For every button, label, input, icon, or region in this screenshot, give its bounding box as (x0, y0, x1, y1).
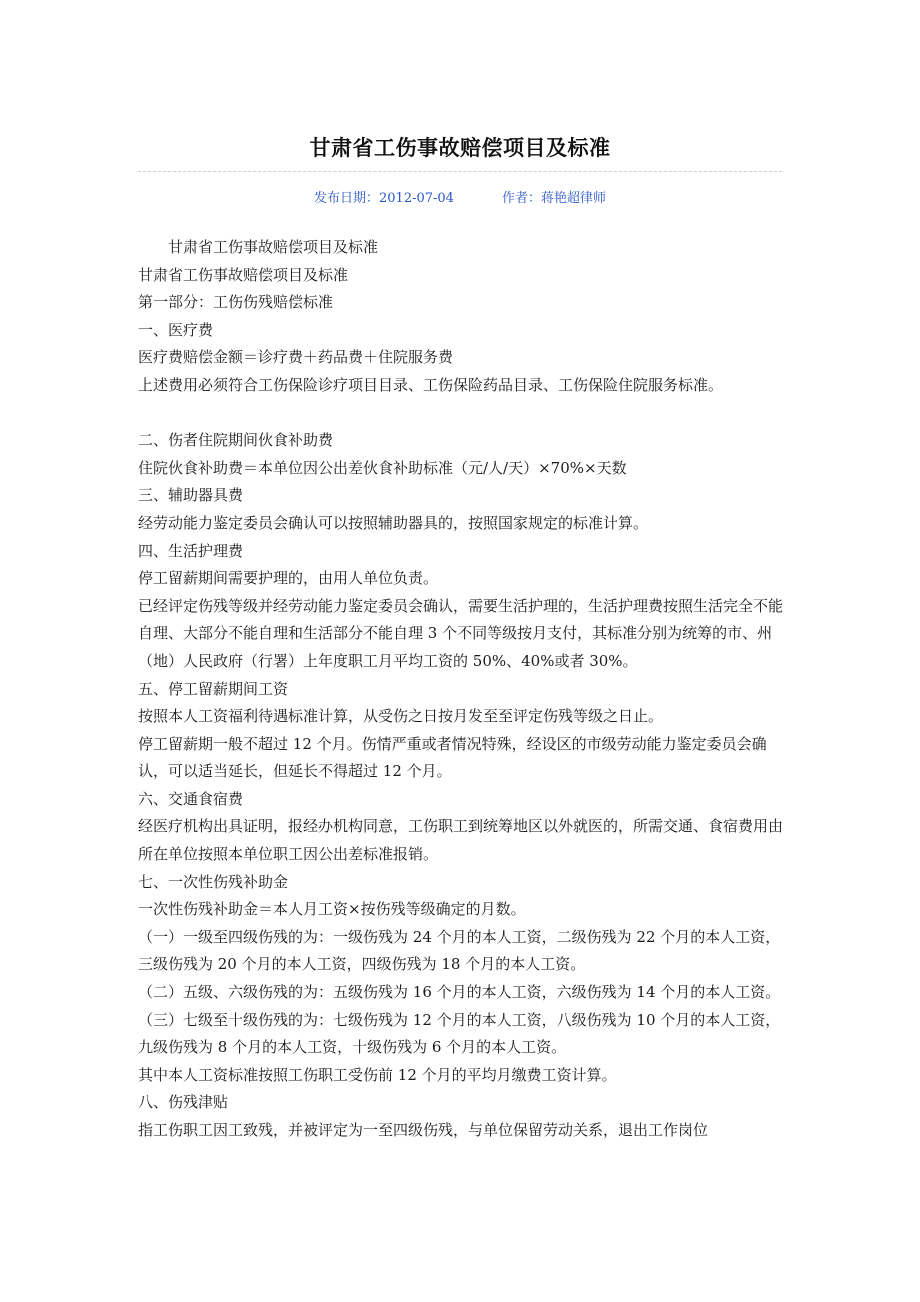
paragraph: 停工留薪期一般不超过 12 个月。伤情严重或者情况特殊，经设区的市级劳动能力鉴定委员会确认，可以适当延长，但延长不得超过 12 个月。 (138, 734, 767, 781)
paragraph: 按照本人工资福利待遇标准计算，从受伤之日按月发至至评定伤残等级之日止。 (138, 707, 664, 726)
publish-date: 发布日期：2012-07-04 (314, 191, 454, 206)
article-meta (0, 187, 920, 206)
paragraph: 其中本人工资标准按照工伤职工受伤前 12 个月的平均月缴费工资计算。 (138, 1065, 617, 1084)
section-heading: 一、医疗费 (138, 320, 214, 339)
paragraph: 停工留薪期间需要护理的，由用人单位负责。 (138, 569, 439, 588)
paragraph: （二）五级、六级伤残的为：五级伤残为 16 个月的本人工资，六级伤残为 14 个月的本人工资。 (138, 983, 781, 1002)
section-heading: 八、伤残津贴 (138, 1093, 229, 1112)
section-heading: 第一部分：工伤伤残赔偿标准 (138, 293, 334, 312)
paragraph: 已经评定伤残等级并经劳动能力鉴定委员会确认，需要生活护理的，生活护理费按照生活完全不能自理、大部分不能自理和生活部分不能自理 3 个不同等级按月支付，其标准分别为统筹的市、州（地）人民政府（行署）上年度职工月平均工资的 50%、40%或者 30%。 (138, 596, 784, 670)
page-title: 甘肃省工伤事故赔偿项目及标准 (309, 135, 611, 160)
section-heading: 五、停工留薪期间工资 (138, 679, 289, 698)
section-heading: 四、生活护理费 (138, 541, 244, 560)
article-body (138, 234, 788, 1145)
paragraph: 上述费用必须符合工伤保险诊疗项目目录、工伤保险药品目录、工伤保险住院服务标准。 (138, 375, 724, 394)
paragraph: 甘肃省工伤事故赔偿项目及标准 (138, 265, 349, 284)
section-heading: 六、交通食宿费 (138, 789, 244, 808)
paragraph: 经医疗机构出具证明，报经办机构同意，工伤职工到统筹地区以外就医的，所需交通、食宿费用由所在单位按照本单位职工因公出差标准报销。 (138, 817, 784, 864)
paragraph: （三）七级至十级伤残的为：七级伤残为 12 个月的本人工资，八级伤残为 10 个月的本人工资，九级伤残为 8 个月的本人工资，十级伤残为 6 个月的本人工资。 (138, 1010, 781, 1057)
author-link[interactable]: 作者：蒋艳超律师 (501, 191, 606, 206)
section-heading: 三、辅助器具费 (138, 486, 244, 505)
section-heading: 七、一次性伤残补助金 (138, 872, 289, 891)
paragraph: 指工伤职工因工致残，并被评定为一至四级伤残，与单位保留劳动关系，退出工作岗位 (138, 1121, 709, 1139)
blank-line (138, 400, 788, 428)
paragraph: （一）一级至四级伤残的为：一级伤残为 24 个月的本人工资，二级伤残为 22 个月的本人工资，三级伤残为 20 个月的本人工资，四级伤残为 18 个月的本人工资。 (138, 927, 781, 974)
paragraph: 甘肃省工伤事故赔偿项目及标准 (168, 238, 379, 256)
title-divider (138, 171, 782, 172)
paragraph: 住院伙食补助费＝本单位因公出差伙食补助标准（元/人/天）×70%×天数 (138, 458, 627, 477)
paragraph: 一次性伤残补助金＝本人月工资×按伤残等级确定的月数。 (138, 900, 526, 919)
section-heading: 二、伤者住院期间伙食补助费 (138, 431, 334, 450)
paragraph: 医疗费赔偿金额＝诊疗费＋药品费＋住院服务费 (138, 348, 454, 367)
paragraph: 经劳动能力鉴定委员会确认可以按照辅助器具的，按照国家规定的标准计算。 (138, 513, 649, 532)
